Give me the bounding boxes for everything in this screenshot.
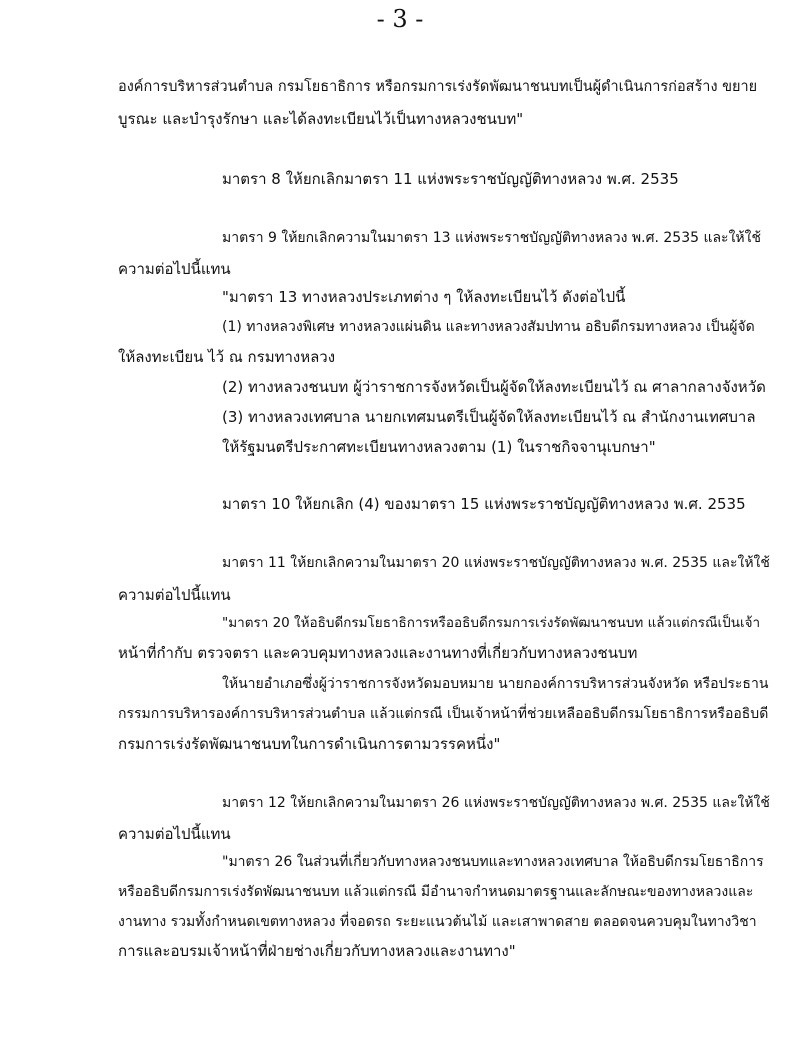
- text-line: กรมการเร่งรัดพัฒนาชนบทในการดำเนินการตามวรรคหนึ่ง": [118, 735, 501, 753]
- text-line: มาตรา 8 ให้ยกเลิกมาตรา 11 แห่งพระราชบัญญัติทางหลวง พ.ศ. 2535: [222, 170, 679, 188]
- text-line: (1) ทางหลวงพิเศษ ทางหลวงแผ่นดิน และทางหลวงสัมปทาน อธิบดีกรมทางหลวง เป็นผู้จัด: [222, 319, 755, 335]
- text-line: (2) ทางหลวงชนบท ผู้ว่าราชการจังหวัดเป็นผู้จัดให้ลงทะเบียนไว้ ณ ศาลากลางจังหวัด: [222, 378, 766, 396]
- text-line: มาตรา 11 ให้ยกเลิกความในมาตรา 20 แห่งพระราชบัญญัติทางหลวง พ.ศ. 2535 และให้ใช้: [222, 555, 770, 571]
- text-line: ให้รัฐมนตรีประกาศทะเบียนทางหลวงตาม (1) ในราชกิจจานุเบกษา": [222, 438, 656, 456]
- text-line: ให้นายอำเภอซึ่งผู้ว่าราชการจังหวัดมอบหมาย นายกองค์การบริหารส่วนจังหวัด หรือประธาน: [222, 676, 769, 692]
- text-line: องค์การบริหารส่วนตำบล กรมโยธาธิการ หรือกรมการเร่งรัดพัฒนาชนบทเป็นผู้ดำเนินการก่อสร้าง ขยาย: [118, 79, 758, 95]
- text-line: "มาตรา 26 ในส่วนที่เกี่ยวกับทางหลวงชนบทและทางหลวงเทศบาล ให้อธิบดีกรมโยธาธิการ: [222, 854, 764, 870]
- text-line: หรืออธิบดีกรมการเร่งรัดพัฒนาชนบท แล้วแต่กรณี มีอำนาจกำหนดมาตรฐานและลักษณะของทางหลวงและ: [118, 884, 754, 900]
- text-line: ความต่อไปนี้แทน: [118, 260, 231, 278]
- text-line: งานทาง รวมทั้งกำหนดเขตทางหลวง ที่จอดรถ ระยะแนวต้นไม้ และเสาพาดสาย ตลอดจนควบคุมในทางวิชา: [118, 914, 757, 930]
- text-line: "มาตรา 20 ให้อธิบดีกรมโยธาธิการหรืออธิบดีกรมการเร่งรัดพัฒนาชนบท แล้วแต่กรณีเป็นเจ้า: [222, 615, 761, 631]
- text-line: (3) ทางหลวงเทศบาล นายกเทศมนตรีเป็นผู้จัดให้ลงทะเบียนไว้ ณ สำนักงานเทศบาล: [222, 408, 756, 426]
- page-number: - 3 -: [376, 5, 424, 33]
- text-line: หน้าที่กำกับ ตรวจตรา และควบคุมทางหลวงและงานทางที่เกี่ยวกับทางหลวงชนบท: [118, 644, 638, 662]
- text-line: มาตรา 9 ให้ยกเลิกความในมาตรา 13 แห่งพระราชบัญญัติทางหลวง พ.ศ. 2535 และให้ใช้: [222, 230, 761, 246]
- text-line: กรรมการบริหารองค์การบริหารส่วนตำบล แล้วแต่กรณี เป็นเจ้าหน้าที่ช่วยเหลืออธิบดีกรมโยธาธิการหรืออธิบดี: [118, 706, 769, 722]
- text-line: "มาตรา 13 ทางหลวงประเภทต่าง ๆ ให้ลงทะเบียนไว้ ดังต่อไปนี้: [222, 288, 626, 306]
- text-line: มาตรา 12 ให้ยกเลิกความในมาตรา 26 แห่งพระราชบัญญัติทางหลวง พ.ศ. 2535 และให้ใช้: [222, 795, 770, 811]
- text-line: ให้ลงทะเบียน ไว้ ณ กรมทางหลวง: [118, 348, 336, 366]
- text-line: การและอบรมเจ้าหน้าที่ฝ่ายช่างเกี่ยวกับทางหลวงและงานทาง": [118, 942, 516, 960]
- text-line: มาตรา 10 ให้ยกเลิก (4) ของมาตรา 15 แห่งพระราชบัญญัติทางหลวง พ.ศ. 2535: [222, 495, 746, 513]
- text-line: ความต่อไปนี้แทน: [118, 825, 231, 843]
- text-line: บูรณะ และบำรุงรักษา และได้ลงทะเบียนไว้เป็นทางหลวงชนบท": [118, 110, 524, 128]
- text-line: ความต่อไปนี้แทน: [118, 586, 231, 604]
